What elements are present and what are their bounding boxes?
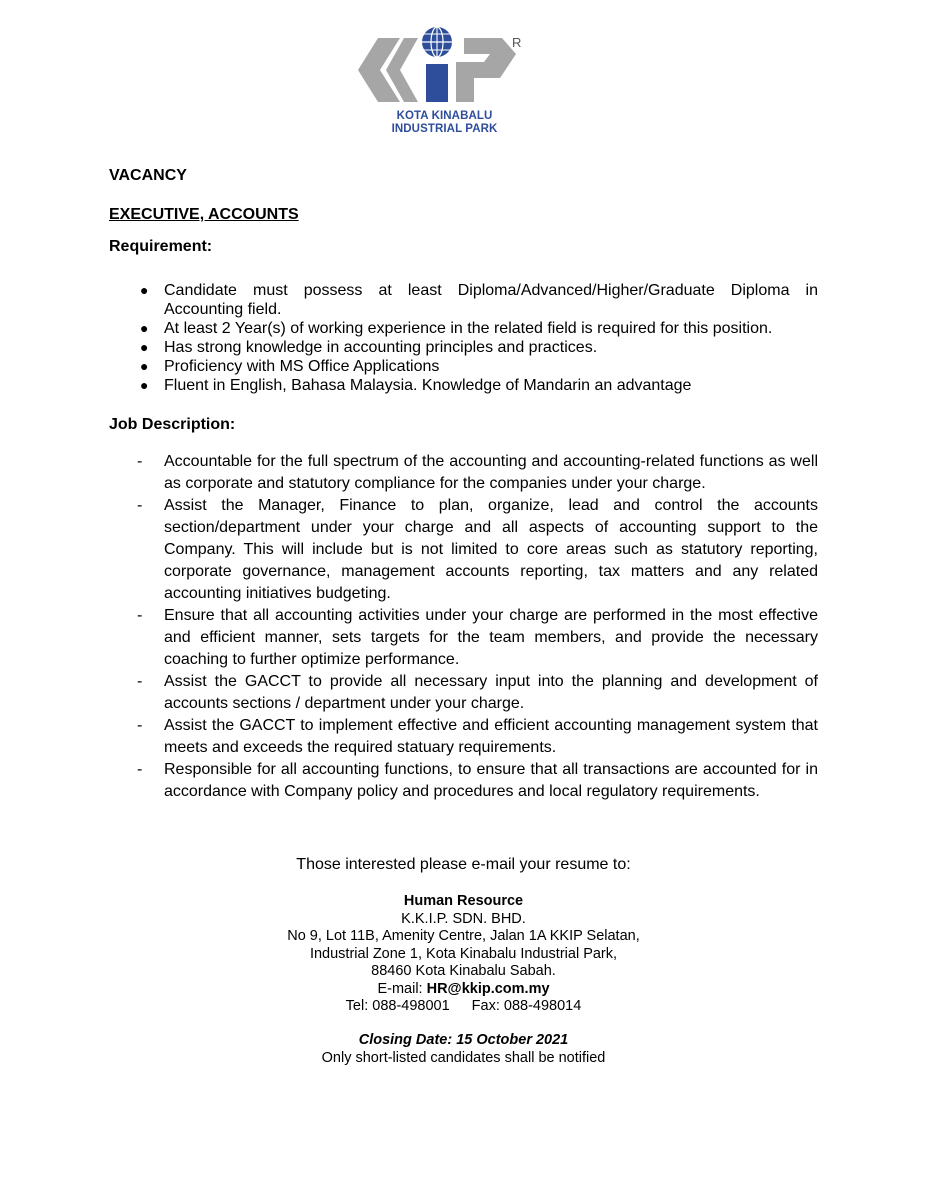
list-item — [109, 451, 818, 495]
job-description-text: Assist the GACCT to implement effective and efficient accounting management system that meets and exceeds the required statuary requirements. — [164, 717, 818, 756]
dash-icon: - — [137, 453, 143, 470]
requirement-text: Candidate must possess at least Diploma/Advanced/Higher/Graduate Diploma in Accounting field. — [164, 282, 818, 318]
contact-company: K.K.I.P. SDN. BHD. — [401, 910, 526, 927]
requirement-text: At least 2 Year(s) of working experience in the related field is required for this position. — [164, 320, 773, 337]
bullet-icon: ● — [140, 358, 149, 374]
logo-text-line1: KOTA KINABALU — [396, 110, 493, 122]
contact-department: Human Resource — [403, 893, 524, 909]
closing-note: Only short-listed candidates shall be notified — [321, 1049, 606, 1066]
registered-mark: R — [512, 35, 522, 50]
requirement-text: Proficiency with MS Office Applications — [164, 358, 440, 375]
dash-icon: - — [137, 717, 143, 734]
list-item — [109, 671, 818, 715]
fax-number: Fax: 088-498014 — [471, 998, 582, 1014]
list-item — [109, 715, 818, 759]
requirement-text: Fluent in English, Bahasa Malaysia. Knowledge of Mandarin an advantage — [164, 377, 692, 394]
job-title: EXECUTIVE, ACCOUNTS — [109, 206, 299, 223]
logo-text-line2: INDUSTRIAL PARK — [391, 123, 498, 135]
vacancy-label: VACANCY — [109, 167, 187, 184]
list-item — [109, 338, 818, 357]
list-item — [109, 281, 818, 319]
bullet-icon: ● — [140, 377, 149, 393]
job-description-text: Ensure that all accounting activities under your charge are performed in the most effective and efficient manner, sets targets for the team members, and provide the necessary coaching to further optimize performance. — [164, 607, 818, 668]
dash-icon: - — [137, 607, 143, 624]
tel-number: Tel: 088-498001 — [345, 998, 450, 1014]
job-description-text: Assist the GACCT to provide all necessary input into the planning and development of accounts sections / department under your charge. — [164, 673, 818, 712]
requirement-text: Has strong knowledge in accounting principles and practices. — [164, 339, 598, 356]
requirement-heading: Requirement: — [109, 238, 213, 255]
job-description-text: Assist the Manager, Finance to plan, organize, lead and control the accounts section/department under your charge and all aspects of accounting support to the Company. This will include but is not limited to core areas such as statutory reporting, corporate governance, management accounts reporting, tax matters and any related accounting initiatives budgeting. — [164, 497, 818, 602]
bullet-icon: ● — [140, 320, 149, 336]
job-description-text: Responsible for all accounting functions, to ensure that all transactions are accounted for in accordance with Company policy and procedures and local regulatory requirements. — [164, 761, 818, 800]
contact-email-line — [0, 981, 927, 999]
bullet-icon: ● — [140, 339, 149, 355]
list-item — [109, 319, 818, 338]
closing-date: Closing Date: 15 October 2021 — [358, 1032, 569, 1048]
list-item — [109, 376, 818, 395]
contact-block — [0, 893, 927, 1016]
kkip-logo-graphic — [352, 20, 537, 115]
list-item — [109, 605, 818, 671]
contact-phone-line — [0, 998, 927, 1016]
bullet-icon: ● — [140, 282, 149, 298]
job-description-list — [109, 451, 818, 803]
email-label: E-mail: — [377, 980, 423, 997]
contact-address-line3: 88460 Kota Kinabalu Sabah. — [371, 963, 556, 979]
kkip-logo — [352, 20, 537, 138]
closing-block — [0, 1032, 927, 1067]
email-address[interactable]: HR@kkip.com.my — [426, 980, 550, 997]
list-item — [109, 357, 818, 376]
job-description-text: Accountable for the full spectrum of the accounting and accounting-related functions as well as corporate and statutory compliance for the companies under your charge. — [164, 453, 818, 492]
dash-icon: - — [137, 497, 143, 514]
contact-intro: Those interested please e-mail your resume to: — [296, 856, 631, 873]
contact-address-line1: No 9, Lot 11B, Amenity Centre, Jalan 1A KKIP Selatan, — [287, 928, 640, 944]
job-description-heading: Job Description: — [109, 416, 236, 433]
dash-icon: - — [137, 761, 143, 778]
dash-icon: - — [137, 673, 143, 690]
list-item — [109, 759, 818, 803]
contact-address-line2: Industrial Zone 1, Kota Kinabalu Industrial Park, — [309, 945, 618, 962]
requirement-list — [109, 281, 818, 395]
list-item — [109, 495, 818, 605]
